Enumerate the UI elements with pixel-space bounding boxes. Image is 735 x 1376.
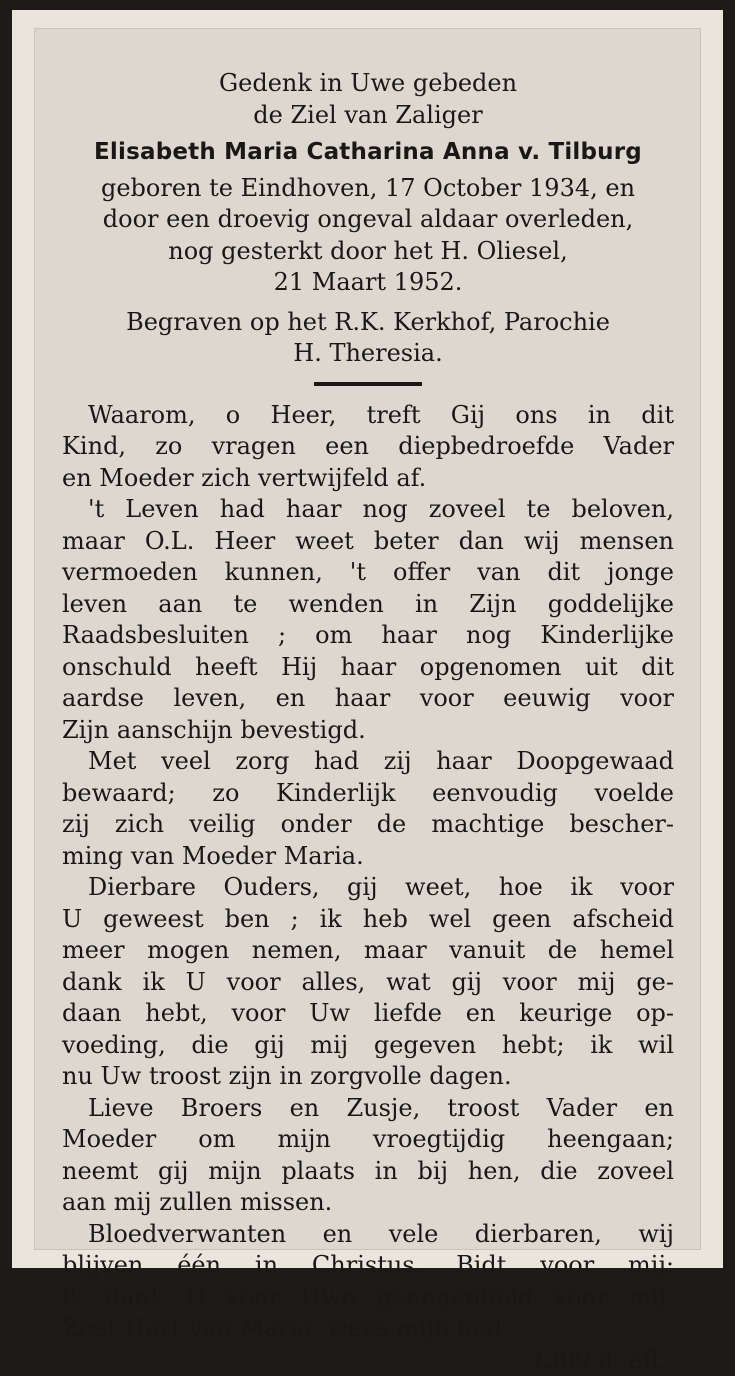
paragraph-line: U geweest ben ; ik heb wel geen afscheid — [62, 904, 674, 936]
paragraph-line: zij zich veilig onder de machtige bescher- — [62, 809, 674, 841]
paragraph-line: neemt gij mijn plaats in bij hen, die zoveel — [62, 1156, 674, 1188]
paragraph-line: meer mogen nemen, maar vanuit de hemel — [62, 935, 674, 967]
paragraph-line: Kind, zo vragen een diepbedroefde Vader — [62, 431, 674, 463]
header-line-1: Gedenk in Uwe gebeden — [62, 68, 674, 100]
birth-line: nog gesterkt door het H. Oliesel, — [62, 236, 674, 268]
paragraph-line: en Moeder zich vertwijfeld af. — [62, 463, 674, 495]
paragraph-line: voeding, die gij mij gegeven hebt; ik wil — [62, 1030, 674, 1062]
paragraph-line: aan mij zullen missen. — [62, 1187, 674, 1219]
paragraph-line: Lieve Broers en Zusje, troost Vader en — [62, 1093, 674, 1125]
divider-rule — [314, 382, 422, 386]
paragraph-line: aardse leven, en haar voor eeuwig voor — [62, 683, 674, 715]
paragraph-line: dank ik U voor alles, wat gij voor mij ge- — [62, 967, 674, 999]
paragraph-line: Moeder om mijn vroegtijdig heengaan; — [62, 1124, 674, 1156]
indulgence-note: (300 d. afl., — [62, 1345, 674, 1376]
burial-line: H. Theresia. — [62, 338, 674, 370]
paragraph-line: ming van Moeder Maria. — [62, 841, 674, 873]
burial-info — [62, 307, 674, 370]
paragraph-line: vermoeden kunnen, 't offer van dit jonge — [62, 557, 674, 589]
paragraph-line: Met veel zorg had zij haar Doopgewaad — [62, 746, 674, 778]
paragraph-line: 't Leven had haar nog zoveel te beloven, — [62, 494, 674, 526]
birth-line: door een droevig ongeval aldaar overleden, — [62, 204, 674, 236]
paragraph-line: leven aan te wenden in Zijn goddelijke — [62, 589, 674, 621]
memorial-card — [12, 10, 723, 1268]
birth-line: geboren te Eindhoven, 17 October 1934, en — [62, 173, 674, 205]
paragraph-line: Dierbare Ouders, gij weet, hoe ik voor — [62, 872, 674, 904]
deceased-name: Elisabeth Maria Catharina Anna v. Tilburg — [62, 137, 674, 169]
birth-line: 21 Maart 1952. — [62, 267, 674, 299]
paragraph-line: daan hebt, voor Uw liefde en keurige op- — [62, 998, 674, 1030]
birth-death-info — [62, 173, 674, 299]
paragraph-line: Bloedverwanten en vele dierbaren, wij — [62, 1219, 674, 1251]
paragraph-line: nu Uw troost zijn in zorgvolle dagen. — [62, 1061, 674, 1093]
prayer-text — [62, 400, 674, 1345]
paragraph-line: Waarom, o Heer, treft Gij ons in dit — [62, 400, 674, 432]
paragraph-line: bewaard; zo Kinderlijk eenvoudig voelde — [62, 778, 674, 810]
paragraph-line: Zijn aanschijn bevestigd. — [62, 715, 674, 747]
paragraph-line: Zoet Hart van Maria, wees mijn heil. — [62, 1313, 674, 1345]
paragraph-line: onschuld heeft Hij haar opgenomen uit dit — [62, 652, 674, 684]
paragraph-line: maar O.L. Heer weet beter dan wij mensen — [62, 526, 674, 558]
paragraph-line: blijven één in Christus. Bidt voor mij; — [62, 1250, 674, 1282]
burial-line: Begraven op het R.K. Kerkhof, Parochie — [62, 307, 674, 339]
header-line-2: de Ziel van Zaliger — [62, 100, 674, 132]
paragraph-line: Raadsbesluiten ; om haar nog Kinderlijke — [62, 620, 674, 652]
card-text — [62, 68, 674, 1376]
paragraph-line: ik dank U voor Uwe genegenheid voor mij. — [62, 1282, 674, 1314]
